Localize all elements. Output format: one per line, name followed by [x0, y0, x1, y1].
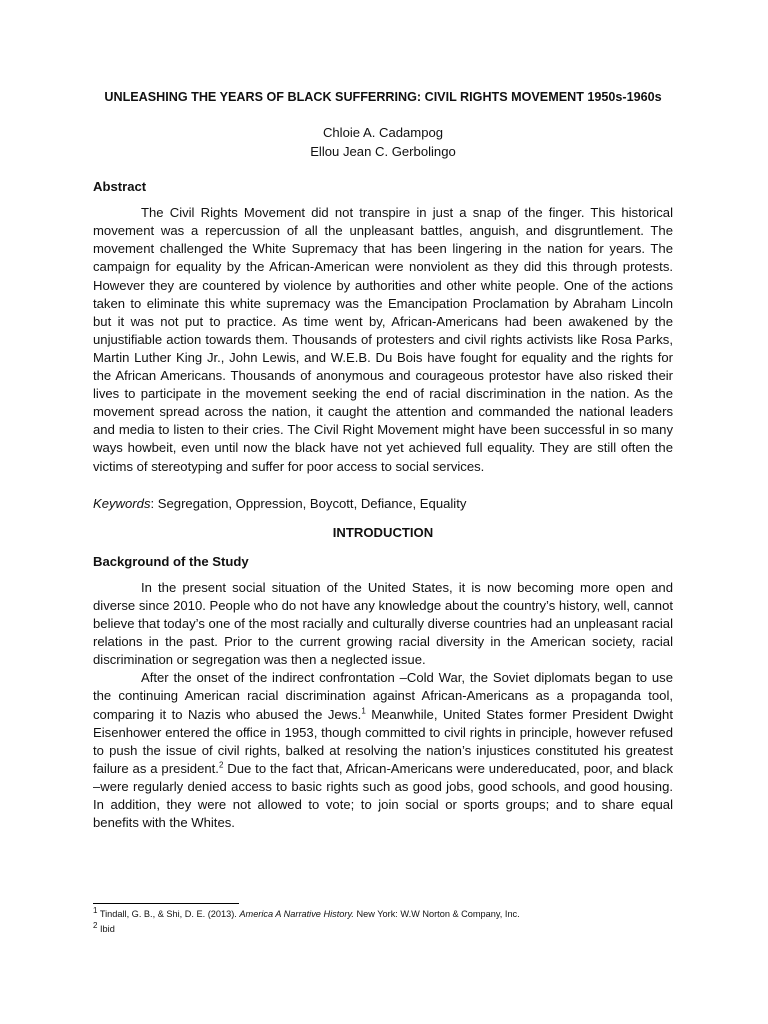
abstract-heading: Abstract	[93, 179, 147, 195]
author-name: Ellou Jean C. Gerbolingo	[310, 143, 456, 159]
author-name: Chloie A. Cadampog	[322, 125, 444, 141]
keywords-line	[93, 495, 673, 513]
footnote-2	[93, 922, 520, 937]
author-list	[93, 124, 673, 161]
footnote-reference-2: 2	[218, 760, 224, 770]
footnotes	[93, 907, 520, 937]
footnote-separator	[93, 903, 239, 904]
keywords-list: : Segregation, Oppression, Boycott, Defiance, Equality	[150, 495, 467, 511]
footnote-text: New York: W.W Norton & Company, Inc.	[353, 909, 520, 919]
footnote-text: Tindall, G. B., & Shi, D. E. (2013).	[97, 909, 240, 919]
footnote-mark: 1	[93, 905, 98, 915]
footnote-1	[93, 907, 520, 922]
abstract-paragraph: The Civil Rights Movement did not transpire in just a snap of the finger. This historical movement was a repercussion of all the unpleasant battles, anguish, and disgruntlement. The movement challenged the White Supremacy that has been lingering in the nation for years. The campaign for equality by the African-American were nonviolent as they did this through protests. However they are countered by violence by authorities and other white people. One of the actions taken to eliminate this white supremacy was the Emancipation Proclamation by Abraham Lincoln but it was not put to practice. As time went by, African-Americans had been awakened by the unjustifiable action towards them. Thousands of protesters and civil rights activists like Rosa Parks, Martin Luther King Jr., John Lewis, and W.E.B. Du Bois have fought for equality and the rights for the African Americans. Thousands of anonymous and courageous protestor have also risked their lives to participate in the movement seeking the end of racial discrimination in the nation. As the movement spread across the nation, it caught the attention and commanded the national leaders and media to listen to their cries. The Civil Right Movement might have been successful in so many ways howbeit, even until now the black have not yet achieved full equality. They are still often the victims of stereotyping and suffer for poor access to social services.	[93, 205, 673, 474]
background-paragraph-1: In the present social situation of the United States, it is now becoming more open and diverse since 2010. People who do not have any knowledge about the country’s history, well, cannot believe that today’s one of the most racially and culturally diverse countries had an unpleasant racial relations in the past. Prior to the current growing racial diversity in the American society, racial discrimination or segregation was then a neglected issue.	[93, 579, 673, 668]
footnote-mark: 2	[93, 920, 98, 930]
paragraph-text: Due to the fact that, African-Americans were undereducated, poor, and black –were regularly denied access to basic rights such as good jobs, good schools, and good housing. In addition, they were not allowed to vote; to join social or sports groups; and to share equal benefits with the Whites.	[93, 760, 673, 831]
background-paragraph-2	[93, 669, 673, 832]
footnote-text: Ibid	[97, 924, 115, 934]
keywords-label: Keywords	[93, 495, 151, 511]
footnote-book-title: America A Narrative History.	[239, 909, 354, 919]
paragraph-text: After the onset of the indirect confrontation –Cold War, the Soviet diplomats began to use the continuing American racial discrimination against African-Americans as a propaganda tool, comparing it to Nazis who abused the Jews.	[93, 670, 673, 722]
footnote-reference-1: 1	[361, 706, 366, 716]
paragraph-text: Meanwhile, United States former President Dwight Eisenhower entered the office in 1953, though committed to civil rights in principle, however refused to push the issue of civil rights, balked at resolving the nation’s injustices constituted his greatest failure as a president.	[93, 706, 673, 776]
paper-body	[93, 88, 673, 832]
background-heading: Background of the Study	[93, 553, 249, 569]
introduction-heading: INTRODUCTION	[332, 524, 434, 540]
paper-title: UNLEASHING THE YEARS OF BLACK SUFFERRING: CIVIL RIGHTS MOVEMENT 1950s-1960s	[104, 90, 662, 104]
